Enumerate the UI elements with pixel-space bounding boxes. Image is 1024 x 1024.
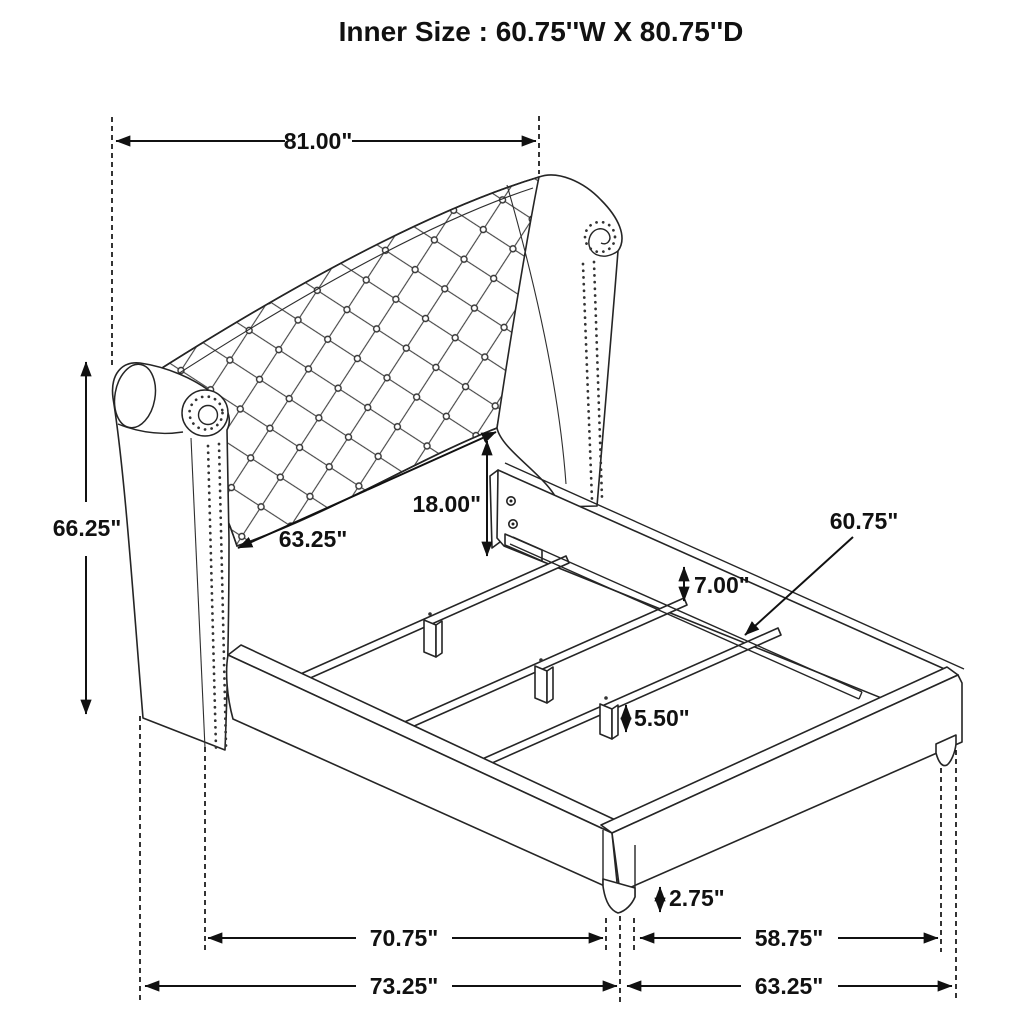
dim-label-headboard-height: 66.25"	[52, 515, 122, 541]
headboard-left-wing	[110, 361, 230, 750]
left-side-rail	[227, 655, 618, 892]
dim-rail-gap	[684, 567, 750, 601]
slat	[296, 556, 569, 683]
dim-inner-length-left	[208, 925, 603, 951]
dim-label-inner-length-left: 70.75"	[369, 925, 439, 951]
dim-center-leg-height	[626, 705, 690, 732]
dim-inner-length-right	[640, 925, 938, 951]
dim-label-overall-length-left: 73.25"	[369, 973, 439, 999]
dim-headboard-height	[53, 362, 121, 714]
dim-label-headboard-clearance: 18.00"	[412, 491, 481, 517]
diagram-title: Inner Size : 60.75''W X 80.75''D	[338, 16, 744, 47]
dim-label-center-rail-length: 60.75"	[829, 508, 899, 534]
dim-foot-width	[627, 973, 952, 999]
dim-label-foot-width: 63.25"	[754, 973, 824, 999]
dim-foot-height	[660, 885, 725, 912]
dim-label-foot-height: 2.75"	[669, 885, 725, 911]
dim-label-center-leg-height: 5.50"	[634, 705, 690, 731]
slat	[480, 628, 781, 767]
dim-label-headboard-inner-width: 63.25"	[278, 526, 348, 552]
dim-headboard-width	[116, 128, 536, 154]
dim-label-inner-length-right: 58.75"	[754, 925, 824, 951]
dim-overall-length-left	[145, 973, 617, 999]
dim-label-headboard-width: 81.00"	[283, 128, 353, 154]
dim-label-rail-gap: 7.00"	[694, 572, 750, 598]
